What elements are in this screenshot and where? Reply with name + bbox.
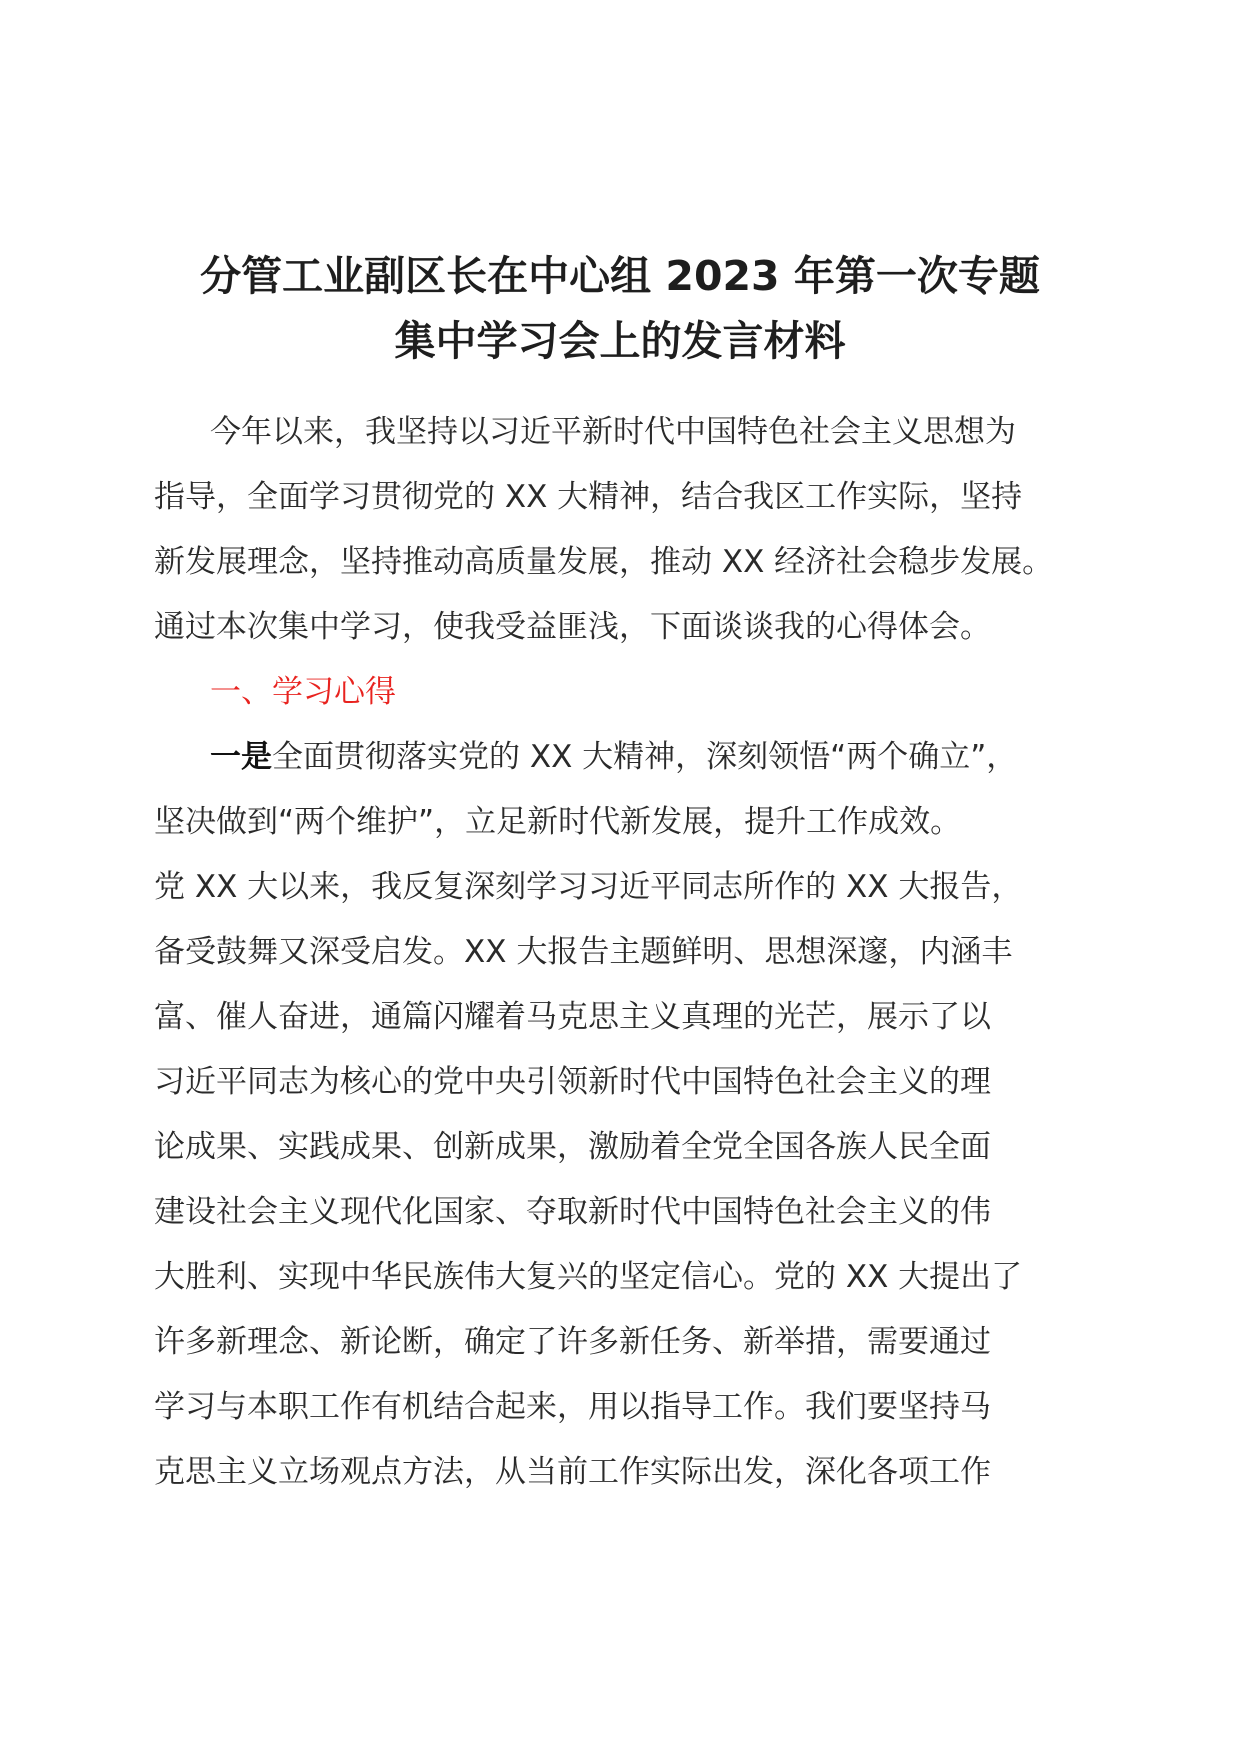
- point-line-8: 建设社会主义现代化国家、夺取新时代中国特色社会主义的伟: [154, 1194, 991, 1230]
- intro-line-1: 今年以来，我坚持以习近平新时代中国特色社会主义思想为: [210, 414, 1016, 450]
- intro-line-2: 指导，全面学习贯彻党的 XX 大精神，结合我区工作实际，坚持: [154, 479, 1023, 515]
- point-line-11: 学习与本职工作有机结合起来，用以指导工作。我们要坚持马: [154, 1389, 991, 1425]
- point-line-6: 习近平同志为核心的党中央引领新时代中国特色社会主义的理: [154, 1064, 991, 1100]
- intro-line-3: 新发展理念，坚持推动高质量发展，推动 XX 经济社会稳步发展。: [154, 544, 1054, 580]
- title-line-2: 集中学习会上的发言材料: [394, 317, 846, 365]
- point-line-2: 坚决做到“两个维护”，立足新时代新发展，提升工作成效。: [154, 804, 962, 840]
- point-line-10: 许多新理念、新论断，确定了许多新任务、新举措，需要通过: [154, 1324, 991, 1360]
- point-line-7: 论成果、实践成果、创新成果，激励着全党全国各族人民全面: [154, 1129, 991, 1165]
- point-line-1-text: 全面贯彻落实党的 XX 大精神，深刻领悟“两个确立”，: [272, 739, 1018, 775]
- point-line-12: 克思主义立场观点方法，从当前工作实际出发，深化各项工作: [154, 1454, 991, 1490]
- point-lead: 一是: [210, 739, 272, 775]
- section-heading: 一、学习心得: [210, 674, 396, 710]
- intro-line-4: 通过本次集中学习，使我受益匪浅，下面谈谈我的心得体会。: [154, 609, 991, 645]
- point-line-1: [154, 725, 1094, 790]
- document-title: [150, 244, 1090, 374]
- point-line-3: 党 XX 大以来，我反复深刻学习习近平同志所作的 XX 大报告，: [154, 869, 1023, 905]
- title-line-1: 分管工业副区长在中心组 2023 年第一次专题: [200, 252, 1040, 300]
- document-body: [154, 400, 1094, 1505]
- point-line-5: 富、催人奋进，通篇闪耀着马克思主义真理的光芒，展示了以: [154, 999, 991, 1035]
- point-line-4: 备受鼓舞又深受启发。XX 大报告主题鲜明、思想深邃，内涵丰: [154, 934, 1013, 970]
- point-line-9: 大胜利、实现中华民族伟大复兴的坚定信心。党的 XX 大提出了: [154, 1259, 1023, 1295]
